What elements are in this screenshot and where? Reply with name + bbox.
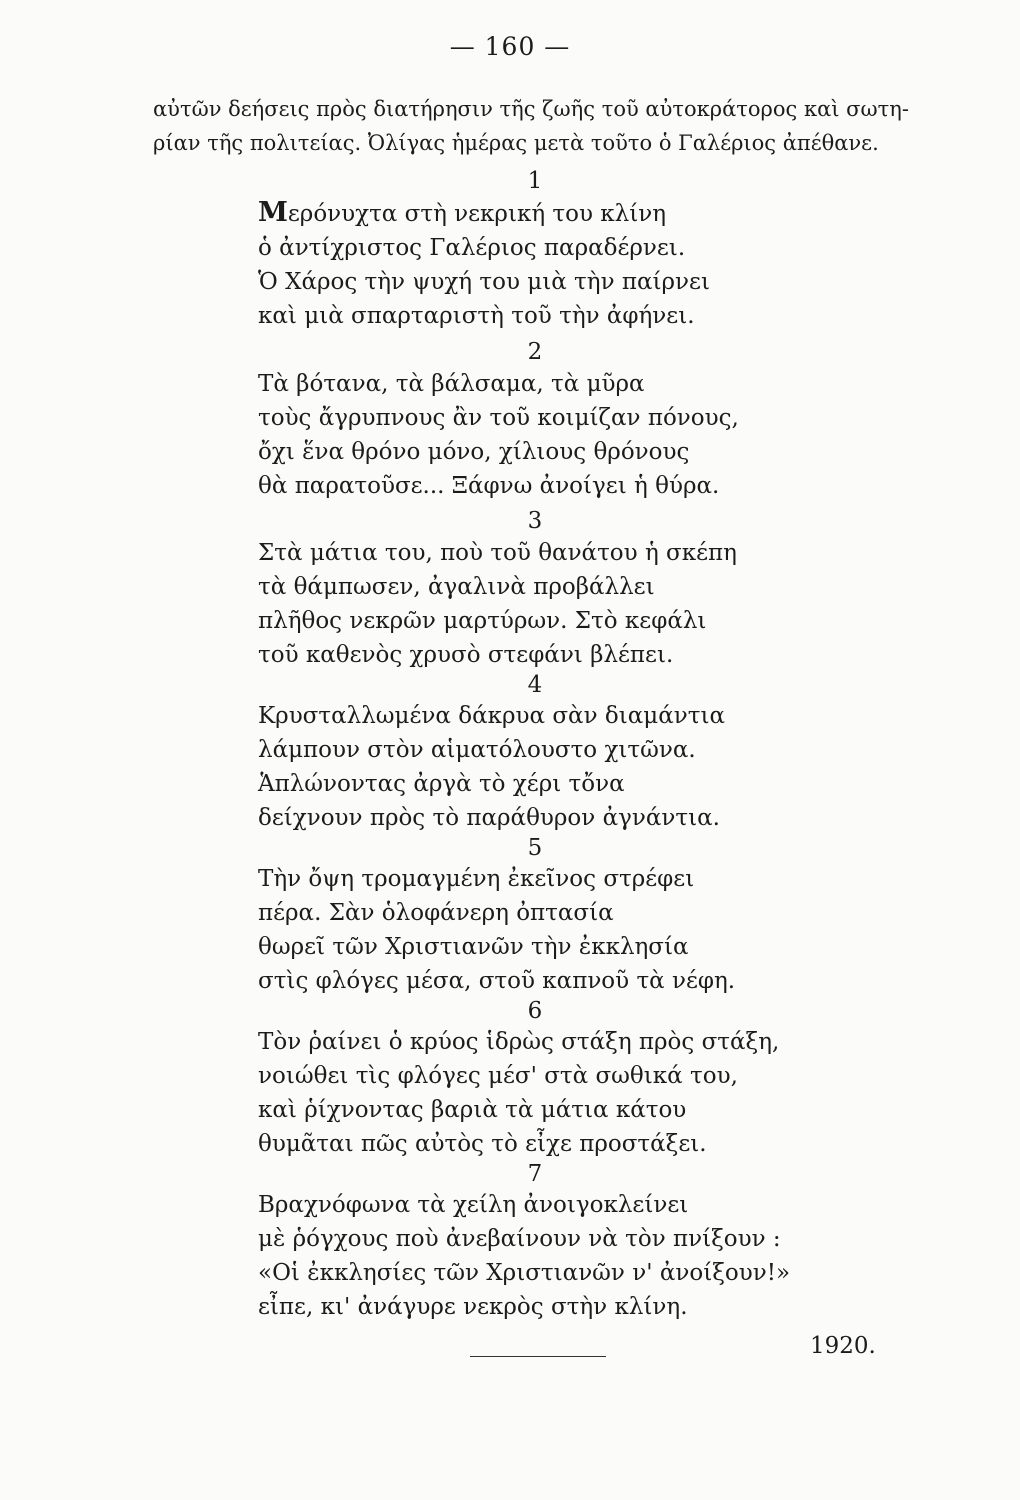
poem-line: Ὁ Χάρος τὴν ψυχή του μιὰ τὴν παίρνει: [258, 269, 710, 295]
page-number: — 160 —: [449, 32, 571, 61]
poem-line: τοὺς ἄγρυπνους ἂν τοῦ κοιμίζαν πόνους,: [258, 405, 739, 431]
poem-line: ὄχι ἕνα θρόνο μόνο, χίλιους θρόνους: [258, 439, 690, 465]
poem-line: θωρεῖ τῶν Χριστιανῶν τὴν ἐκκλησία: [258, 934, 689, 960]
intro-line: ρίαν τῆς πολιτείας. Ὀλίγας ἡμέρας μετὰ τοῦτο ὁ Γαλέριος ἀπέθανε.: [153, 131, 879, 155]
poem-line: νοιώθει τὶς φλόγες μέσ' στὰ σωθικά του,: [258, 1063, 738, 1089]
stanza-number: 4: [527, 672, 543, 698]
poem-line: καὶ ῥίχνοντας βαριὰ τὰ μάτια κάτου: [258, 1097, 687, 1123]
stanza-number: 5: [527, 835, 543, 861]
poem-line: Τὸν ῥαίνει ὁ κρύος ἱδρὼς στάξη πρὸς στάξη,: [258, 1029, 780, 1055]
stanza-3: [258, 536, 858, 672]
stanza-number: 2: [527, 339, 543, 365]
drop-cap: Μ: [258, 197, 288, 228]
stanza-7: [258, 1188, 858, 1324]
poem-line: μὲ ῥόγχους ποὺ ἀνεβαίνουν νὰ τὸν πνίξουν :: [258, 1226, 781, 1252]
stanza-number: 1: [527, 168, 543, 194]
poem-line: στὶς φλόγες μέσα, στοῦ καπνοῦ τὰ νέφη.: [258, 968, 736, 994]
stanza-6: [258, 1025, 858, 1161]
stanza-2: [258, 367, 858, 503]
stanza-4: [258, 699, 858, 835]
poem-line: θυμᾶται πῶς αὐτὸς τὸ εἶχε προστάξει.: [258, 1131, 707, 1157]
poem-line: Τὴν ὄψη τρομαγμένη ἐκεῖνος στρέφει: [258, 866, 695, 892]
poem-line: τοῦ καθενὸς χρυσὸ στεφάνι βλέπει.: [258, 642, 674, 668]
poem-line: Στὰ μάτια του, ποὺ τοῦ θανάτου ἡ σκέπη: [258, 540, 737, 566]
poem-line: Κρυσταλλωμένα δάκρυα σὰν διαμάντια: [258, 703, 725, 729]
poem-line: εἶπε, κι' ἀνάγυρε νεκρὸς στὴν κλίνη.: [258, 1294, 688, 1320]
poem-line: Ἁπλώνοντας ἀργὰ τὸ χέρι τὄνα: [258, 771, 625, 797]
poem-line: Βραχνόφωνα τὰ χείλη ἀνοιγοκλείνει: [258, 1192, 689, 1218]
poem-line: λάμπουν στὸν αἱματόλουστο χιτῶνα.: [258, 737, 696, 763]
poem-year: 1920.: [810, 1333, 876, 1359]
poem-line: «Οἱ ἐκκλησίες τῶν Χριστιανῶν ν' ἀνοίξουν!»: [258, 1260, 791, 1286]
end-rule: [470, 1356, 606, 1357]
stanza-number: 7: [527, 1161, 543, 1187]
stanza-1: [258, 196, 858, 333]
stanza-number: 6: [527, 998, 543, 1024]
poem-line: τὰ θάμπωσεν, ἀγαλινὰ προβάλλει: [258, 574, 655, 600]
poem-line: πλῆθος νεκρῶν μαρτύρων. Στὸ κεφάλι: [258, 608, 707, 634]
stanza-5: [258, 862, 858, 998]
poem-line: πέρα. Σὰν ὁλοφάνερη ὀπτασία: [258, 900, 614, 926]
poem-line: δείχνουν πρὸς τὸ παράθυρον ἀγνάντια.: [258, 805, 720, 831]
poem-line: ὁ ἀντίχριστος Γαλέριος παραδέρνει.: [258, 235, 686, 261]
poem-line: Μερόνυχτα στὴ νεκρική του κλίνη: [258, 197, 667, 228]
stanza-number: 3: [527, 508, 543, 534]
poem-line: καὶ μιὰ σπαρταριστὴ τοῦ τὴν ἀφήνει.: [258, 303, 695, 329]
poem-line: θὰ παρατοῦσε... Ξάφνω ἀνοίγει ἡ θύρα.: [258, 473, 720, 499]
intro-line: αὐτῶν δεήσεις πρὸς διατήρησιν τῆς ζωῆς τοῦ αὐτοκράτορος καὶ σωτη-: [153, 97, 909, 121]
intro-paragraph: [153, 92, 923, 160]
poem-line: Τὰ βότανα, τὰ βάλσαμα, τὰ μῦρα: [258, 371, 645, 397]
